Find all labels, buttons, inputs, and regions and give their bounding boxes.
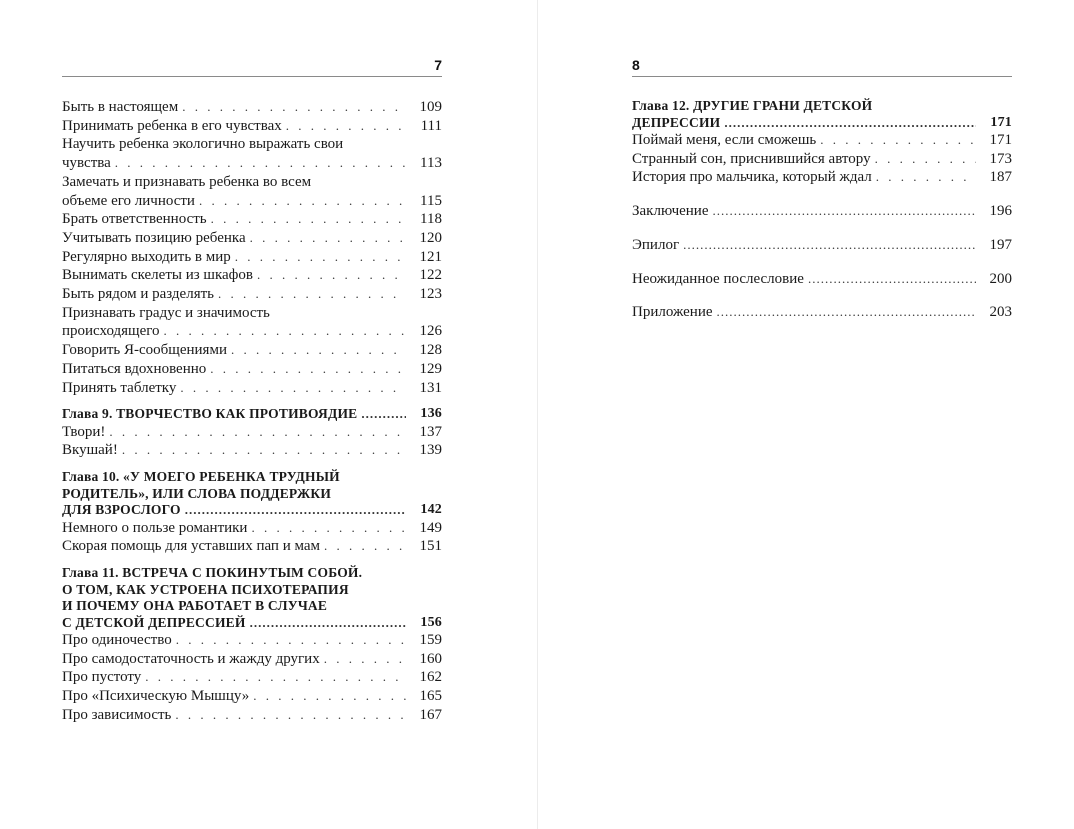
toc-leader-dots <box>683 236 976 255</box>
toc-leader-dots <box>286 117 406 136</box>
chapter-heading-entry <box>62 406 442 423</box>
chapter-heading-entry <box>632 115 1012 132</box>
toc-leader-dots <box>820 131 976 150</box>
chapter-title-line: РОДИТЕЛЬ», ИЛИ СЛОВА ПОДДЕРЖКИ <box>62 485 332 501</box>
toc-leader-dots <box>257 266 406 285</box>
toc-entry-page: 113 <box>420 155 442 172</box>
chapter-heading <box>62 565 442 631</box>
toc-entry-title: Учитывать позицию ребенка <box>62 229 246 246</box>
toc-leader-dots <box>185 502 406 519</box>
toc-leader-dots <box>717 303 976 322</box>
left-page-header <box>62 57 442 77</box>
toc-entry <box>62 423 442 442</box>
toc-entry-page: 121 <box>419 248 442 265</box>
left-page-number: 7 <box>434 57 442 73</box>
toc-entry-title: Про «Психическую Мышцу» <box>62 688 250 705</box>
toc-entry-title: Неожиданное послесловие <box>632 270 804 287</box>
toc-entry-page: 162 <box>419 669 442 686</box>
toc-entry <box>62 266 442 285</box>
toc-entry-title: Приложение <box>632 304 713 321</box>
toc-leader-dots <box>109 423 406 442</box>
toc-leader-dots <box>175 706 406 725</box>
toc-leader-dots <box>724 115 976 132</box>
toc-entry <box>62 322 442 341</box>
toc-entry-title: Принять таблетку <box>62 379 177 396</box>
chapter-title-line: Глава 11. ВСТРЕЧА С ПОКИНУТЫМ СОБОЙ. <box>62 565 363 581</box>
toc-entry-page: 128 <box>419 342 442 359</box>
toc-entry-page: 171 <box>989 132 1012 148</box>
toc-leader-dots <box>164 322 406 341</box>
toc-entry-appendix <box>632 303 1012 322</box>
toc-entry-title-line: Признавать градус и значимость <box>62 304 270 321</box>
chapter-title: ДЛЯ ВЗРОСЛОГО <box>62 502 181 518</box>
toc-entry-title: Про самодостаточность и жажду других <box>62 650 320 667</box>
toc-entry-title: происходящего <box>62 323 160 340</box>
toc-leader-dots <box>876 168 976 187</box>
toc-entry-page: 159 <box>419 632 442 649</box>
toc-entry-page: 173 <box>989 150 1012 167</box>
toc-entry-title: Поймай меня, если сможешь <box>632 132 817 148</box>
toc-leader-dots <box>361 406 406 423</box>
toc-entry <box>62 706 442 725</box>
chapter-heading-entry <box>62 502 442 519</box>
toc-entry-title: Вынимать скелеты из шкафов <box>62 267 253 284</box>
toc-entry <box>62 519 442 538</box>
toc-entry-title: Про пустоту <box>62 669 142 686</box>
toc-leader-dots <box>218 285 406 304</box>
chapter-heading <box>62 406 442 423</box>
toc-entry <box>62 360 442 379</box>
chapter-page: 142 <box>420 502 442 518</box>
toc-entry-title-line: Замечать и признавать ребенка во всем <box>62 173 312 190</box>
toc-entry-title: Твори! <box>62 423 106 440</box>
toc-entry-title: Заключение <box>632 203 709 220</box>
toc-entry-title: Скорая помощь для уставших пап и мам <box>62 538 321 555</box>
toc-leader-dots <box>324 650 406 669</box>
toc-entry-page: 196 <box>989 203 1012 220</box>
toc-entry-page: 137 <box>419 423 442 440</box>
toc-entry <box>62 341 442 360</box>
right-page-number: 8 <box>632 57 640 73</box>
chapter-page: 136 <box>420 406 442 422</box>
toc-entry-page: 129 <box>419 360 442 377</box>
chapter-heading <box>632 98 1012 131</box>
toc-entry-page: 149 <box>419 519 442 536</box>
toc-entry <box>62 117 442 136</box>
toc-entry <box>62 210 442 229</box>
chapter-title: Глава 9. ТВОРЧЕСТВО КАК ПРОТИВОЯДИЕ <box>62 406 358 422</box>
toc-leader-dots <box>199 192 406 211</box>
right-toc <box>632 98 1012 322</box>
right-page-header <box>632 57 1012 77</box>
toc-entry-page: 118 <box>420 211 442 228</box>
toc-entry <box>62 650 442 669</box>
toc-entry-page: 197 <box>989 236 1012 253</box>
chapter-title-line: Глава 12. ДРУГИЕ ГРАНИ ДЕТСКОЙ <box>632 98 873 113</box>
toc-entry-title: объеме его личности <box>62 192 195 209</box>
toc-leader-dots <box>713 202 977 221</box>
toc-entry-title: Регулярно выходить в мир <box>62 248 231 265</box>
chapter-title-line: Глава 10. «У МОЕГО РЕБЕНКА ТРУДНЫЙ <box>62 469 340 485</box>
toc-entry-page: 115 <box>420 192 442 209</box>
toc-entry-title: Говорить Я-сообщениями <box>62 342 227 359</box>
toc-leader-dots <box>231 341 406 360</box>
toc-entry-page: 131 <box>419 379 442 396</box>
toc-entry-page: 126 <box>419 323 442 340</box>
toc-entry-title: Принимать ребенка в его чувствах <box>62 117 282 134</box>
toc-leader-dots <box>210 360 406 379</box>
toc-entry-title: Питаться вдохновенно <box>62 360 207 377</box>
toc-entry <box>62 248 442 267</box>
toc-entry <box>62 631 442 650</box>
toc-leader-dots <box>250 615 406 632</box>
toc-leader-dots <box>250 229 406 248</box>
left-toc <box>62 98 442 725</box>
toc-entry-page: 122 <box>419 267 442 284</box>
toc-entry-title: Немного о пользе романтики <box>62 519 248 536</box>
chapter-title-line: О ТОМ, КАК УСТРОЕНА ПСИХОТЕРАПИЯ <box>62 581 349 597</box>
chapter-page: 171 <box>990 114 1012 130</box>
toc-leader-dots <box>115 154 406 173</box>
toc-entry-page: 187 <box>989 169 1012 186</box>
toc-entry-title: Быть в настоящем <box>62 99 179 115</box>
right-page <box>537 0 1074 829</box>
chapter-title: ДЕПРЕССИИ <box>632 114 721 130</box>
toc-entry-page: 165 <box>419 688 442 705</box>
toc-entry-title: Вкушай! <box>62 442 118 459</box>
toc-entry <box>632 150 1012 169</box>
chapter-title: С ДЕТСКОЙ ДЕПРЕССИЕЙ <box>62 614 246 630</box>
toc-leader-dots <box>122 441 406 460</box>
toc-entry <box>62 537 442 556</box>
toc-leader-dots <box>211 210 406 229</box>
toc-entry-title: Быть рядом и разделять <box>62 286 214 303</box>
toc-leader-dots <box>180 379 406 398</box>
toc-entry <box>62 668 442 687</box>
toc-leader-dots <box>324 537 406 556</box>
toc-entry-page: 109 <box>419 99 442 115</box>
toc-entry-page: 111 <box>420 117 442 134</box>
toc-entry <box>62 441 442 460</box>
toc-leader-dots <box>235 248 406 267</box>
toc-leader-dots <box>253 687 406 706</box>
toc-leader-dots <box>176 631 406 650</box>
toc-leader-dots <box>808 270 976 289</box>
toc-entry-conclusion <box>632 202 1012 221</box>
toc-entry <box>62 687 442 706</box>
toc-entry-page: 151 <box>419 538 442 555</box>
toc-entry <box>62 98 442 117</box>
toc-leader-dots <box>251 519 406 538</box>
toc-entry-page: 167 <box>419 706 442 723</box>
toc-entry-title: История про мальчика, который ждал <box>632 169 872 186</box>
toc-entry-epilogue <box>632 236 1012 255</box>
chapter-heading-entry <box>62 615 442 632</box>
toc-leader-dots <box>182 98 406 117</box>
toc-entry <box>632 168 1012 187</box>
chapter-heading <box>62 469 442 519</box>
toc-entry <box>62 379 442 398</box>
toc-entry <box>62 154 442 173</box>
toc-entry-title: Про зависимость <box>62 706 172 723</box>
toc-entry-title-line: Научить ребенка экологично выражать свои <box>62 136 344 153</box>
toc-entry-afterword <box>632 270 1012 289</box>
toc-entry-page: 200 <box>989 270 1012 287</box>
chapter-page: 156 <box>420 614 442 630</box>
toc-leader-dots <box>145 668 406 687</box>
toc-entry <box>632 131 1012 150</box>
toc-entry-page: 139 <box>419 442 442 459</box>
toc-entry-page: 120 <box>419 229 442 246</box>
toc-entry-title: Про одиночество <box>62 632 172 649</box>
chapter-title-line: И ПОЧЕМУ ОНА РАБОТАЕТ В СЛУЧАЕ <box>62 598 328 614</box>
toc-leader-dots <box>875 150 976 169</box>
toc-entry-page: 123 <box>419 286 442 303</box>
toc-entry-title: Эпилог <box>632 236 680 253</box>
toc-entry <box>62 229 442 248</box>
toc-entry-title: Странный сон, приснившийся автору <box>632 150 871 167</box>
toc-entry-page: 160 <box>419 650 442 667</box>
toc-entry-title: чувства <box>62 155 111 172</box>
toc-entry <box>62 192 442 211</box>
toc-entry-title: Брать ответственность <box>62 211 207 228</box>
toc-entry <box>62 285 442 304</box>
toc-entry-page: 203 <box>989 304 1012 321</box>
